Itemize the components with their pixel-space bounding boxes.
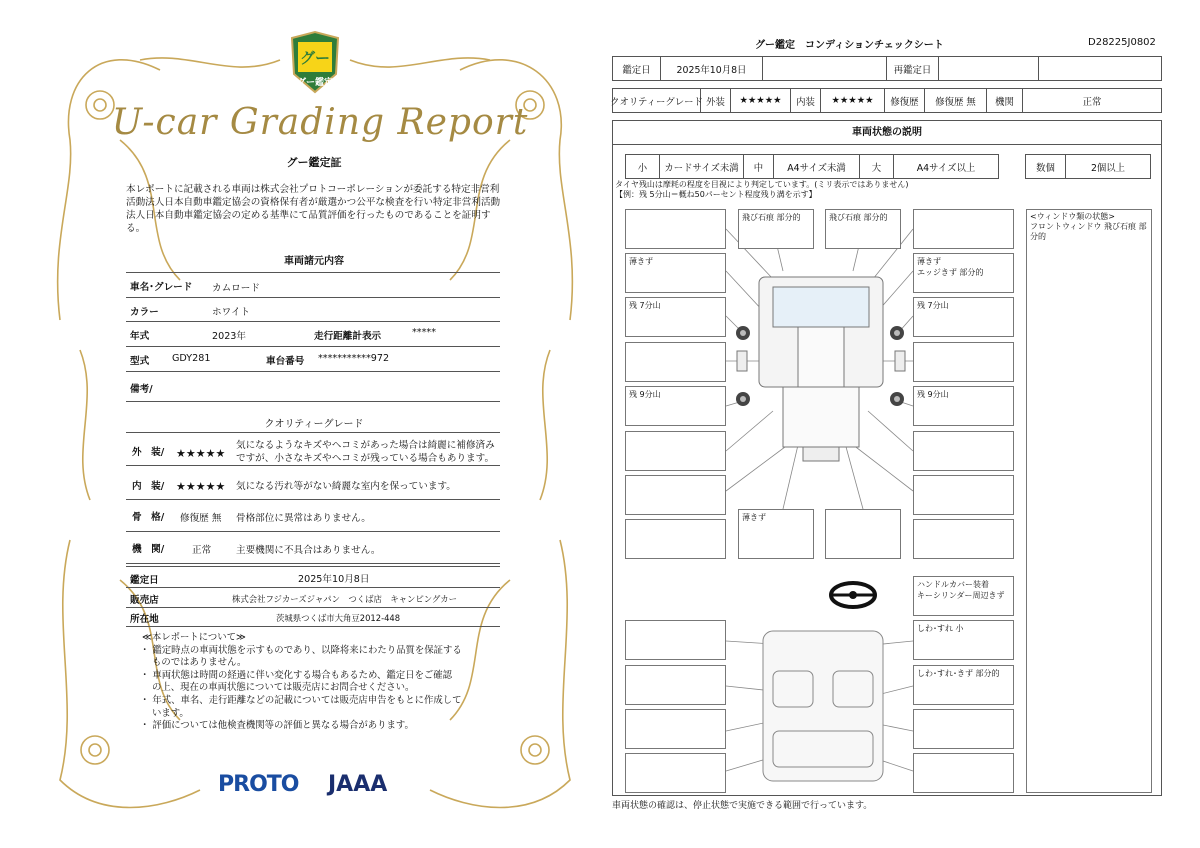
note-text: 飛び石痕 部分的 xyxy=(742,213,801,222)
grade-summary-table xyxy=(612,88,1162,113)
exterior-desc-1: 気になるようなキズやヘコミがあった場合は綺麗に補修済み xyxy=(236,440,495,451)
note-2: ・ 車両状態は時間の経過に伴い変化する場合もあるため、鑑定日をご確認 xyxy=(140,669,452,681)
condition-section-title: 車両状態の説明 xyxy=(613,121,1161,145)
reinspect-label: 再鑑定日 xyxy=(887,57,939,80)
chassis-value: ***********972 xyxy=(318,353,390,364)
note-text: 薄きず xyxy=(742,513,766,522)
note-2-cont: の上、現在の車両状態については販売店にお問合せください。 xyxy=(152,682,415,694)
note-text: エッジきず 部分的 xyxy=(917,268,984,277)
window-heading: <ウィンドウ類の状態> xyxy=(1030,212,1115,221)
exterior-stars: ★★★★★ xyxy=(176,447,226,460)
spec-row-color xyxy=(126,298,500,322)
report-script-title: U-car Grading Report xyxy=(111,102,529,143)
window-value: フロントウィンドウ 飛び石痕 部分的 xyxy=(1030,222,1147,241)
info-row-address xyxy=(126,608,500,627)
sheet-footer: 車両状態の確認は、停止状態で実施できる範囲で行っています。 xyxy=(612,801,873,811)
zone-box xyxy=(625,753,726,793)
zone-box xyxy=(913,576,1014,616)
zone-box xyxy=(625,209,726,249)
note-text: しわ･すれ 小 xyxy=(917,624,964,633)
name-value: カムロード xyxy=(212,283,260,294)
grade-row-frame xyxy=(126,500,500,532)
spec-row-model xyxy=(126,347,500,372)
zone-box xyxy=(913,209,1014,249)
zone-box xyxy=(738,209,814,249)
note-text: ハンドルカバー装着 xyxy=(917,580,989,589)
note-text: 残 9分山 xyxy=(629,390,661,399)
frame-label: 骨 格/ xyxy=(132,512,165,523)
legend-large-desc: A4サイズ以上 xyxy=(916,162,976,174)
zone-box xyxy=(625,620,726,660)
note-3-cont: います。 xyxy=(152,707,189,719)
spec-row-year xyxy=(126,322,500,347)
date-label: 鑑定日 xyxy=(613,57,661,80)
zone-box xyxy=(913,753,1014,793)
legend-count-desc: 2個以上 xyxy=(1090,162,1126,174)
note-1: ・ 鑑定時点の車両状態を示すものであり、以降将来にわたり品質を保証する xyxy=(140,644,462,656)
exterior-label: 外 装/ xyxy=(132,447,165,458)
goo-kantei-emblem xyxy=(288,30,342,96)
grading-report-page xyxy=(40,20,588,830)
shop-value: 株式会社フジカーズジャパン つくば店 キャンピングカー xyxy=(232,594,458,604)
legend-count: 数個 xyxy=(1026,155,1066,178)
grade-row-engine xyxy=(126,532,500,564)
quality-grade-title: クオリティーグレード xyxy=(264,419,364,430)
note-text: 残 9分山 xyxy=(917,390,949,399)
engine-label: 機 関/ xyxy=(132,544,165,555)
qg-label: クオリティーグレード xyxy=(613,89,701,112)
note-text: 飛び石痕 部分的 xyxy=(829,213,888,222)
model-label: 型式 xyxy=(130,356,150,367)
condition-check-sheet xyxy=(610,30,1166,810)
zone-box xyxy=(825,209,901,249)
certificate-body: 本レポートに記載される車両は株式会社プロトコーポレーションが委託する特定非営利活動法人日本自動車鑑定協会の資格保有者が厳選かつ公平な検査を行い特定非営利活動法人日本自動車鑑定協会の定める基準にて品質評価を行ったものであることを証明する。 xyxy=(126,184,501,234)
mileage-label: 走行距離計表示 xyxy=(314,331,382,342)
engine-value: 正常 xyxy=(1082,96,1102,108)
int-stars: ★★★★★ xyxy=(821,89,885,112)
zone-box xyxy=(913,620,1014,660)
zone-box xyxy=(625,386,726,426)
interior-label: 内 装/ xyxy=(132,481,165,492)
zone-box xyxy=(913,253,1014,293)
frame-value: 修復歴 無 xyxy=(180,513,222,524)
info-row-shop xyxy=(126,588,500,608)
inspection-date-table xyxy=(612,56,1162,81)
zone-box xyxy=(913,709,1014,749)
jaaa-logo: JAAA xyxy=(328,772,388,797)
zone-box xyxy=(625,297,726,337)
mileage-value: ***** xyxy=(412,327,436,338)
certificate-title: グー鑑定証 xyxy=(286,156,342,169)
note-4: ・ 評価については他検査機関等の評価と異なる場合があります。 xyxy=(140,720,414,732)
zone-box xyxy=(913,342,1014,382)
note-text: キーシリンダー周辺きず xyxy=(917,591,1005,600)
engine-label: 機関 xyxy=(987,89,1023,112)
shop-label: 販売店 xyxy=(130,595,159,606)
empty-cell xyxy=(763,57,887,80)
legend-large: 大 xyxy=(860,155,894,178)
tire-note-2: 【例：残 5分山＝概ね50パーセント程度残り溝を示す】 xyxy=(615,190,817,199)
zone-box xyxy=(913,386,1014,426)
ext-stars: ★★★★★ xyxy=(731,89,791,112)
zone-box xyxy=(913,297,1014,337)
footer-logos xyxy=(218,772,418,802)
info-row-date xyxy=(126,566,500,588)
notes-heading: ≪本レポートについて≫ xyxy=(142,632,246,643)
zone-box xyxy=(625,431,726,471)
zone-box xyxy=(625,519,726,559)
frame-desc: 骨格部位に異常はありません。 xyxy=(236,513,371,524)
window-condition-panel xyxy=(1026,209,1152,793)
spec-row-name xyxy=(126,272,500,298)
note-1-cont: ものではありません。 xyxy=(152,657,247,669)
steering-wheel-icon xyxy=(831,583,875,607)
report-notes xyxy=(140,632,510,733)
zone-box xyxy=(913,665,1014,705)
note-text: 薄きず xyxy=(917,257,941,266)
vehicle-condition-frame xyxy=(612,120,1162,796)
year-label: 年式 xyxy=(130,331,150,342)
legend-small-desc: カードサイズ未満 xyxy=(660,155,744,178)
zone-box xyxy=(625,475,726,515)
spec-row-remarks xyxy=(126,372,500,402)
remarks-label: 備考/ xyxy=(130,384,153,395)
zone-box xyxy=(913,431,1014,471)
zone-box xyxy=(913,519,1014,559)
repair-value: 修復歴 無 xyxy=(925,89,987,112)
zone-box xyxy=(625,342,726,382)
zone-box xyxy=(625,253,726,293)
zone-box xyxy=(625,709,726,749)
interior-desc: 気になる汚れ等がない綺麗な室内を保っています。 xyxy=(236,481,456,492)
color-value: ホワイト xyxy=(212,307,251,318)
proto-logo: PROTO xyxy=(218,772,299,797)
year-value: 2023年 xyxy=(212,331,247,342)
tire-note-1: タイヤ残山は摩耗の程度を目視により判定しています。(ミリ表示ではありません) xyxy=(615,180,909,189)
note-text: 薄きず xyxy=(629,257,653,266)
model-value: GDY281 xyxy=(172,353,211,364)
chassis-label: 車台番号 xyxy=(266,356,305,367)
color-label: カラー xyxy=(130,307,159,318)
sheet-title: グー鑑定 コンディションチェックシート xyxy=(755,40,944,51)
svg-text:グー: グー xyxy=(299,49,331,67)
exterior-desc-2: ですが、小さなキズやヘコミが残っている場合もあります。 xyxy=(236,453,495,464)
inspection-date-value: 2025年10月8日 xyxy=(298,574,370,585)
address-value: 茨城県つくば市大角豆2012-448 xyxy=(276,613,401,623)
document-id: D28225J0802 xyxy=(1088,37,1156,48)
ext-label: 外装 xyxy=(701,89,731,112)
zone-box xyxy=(625,665,726,705)
zone-box xyxy=(738,509,814,559)
address-label: 所在地 xyxy=(130,614,159,625)
date-value: 2025年10月8日 xyxy=(661,57,763,80)
svg-text:グー鑑定: グー鑑定 xyxy=(296,78,334,88)
interior-stars: ★★★★★ xyxy=(176,480,226,493)
repair-label: 修復歴 xyxy=(885,89,925,112)
legend-mid-desc: A4サイズ未満 xyxy=(774,155,860,178)
engine-value: 正常 xyxy=(192,545,212,556)
note-3: ・ 年式、車名、走行距離などの記載については販売店申告をもとに作成して xyxy=(140,694,462,706)
note-text: 残 7分山 xyxy=(917,301,949,310)
note-text: 残 7分山 xyxy=(629,301,661,310)
grade-row-interior xyxy=(126,466,500,500)
legend-mid: 中 xyxy=(744,155,774,178)
inspection-date-label: 鑑定日 xyxy=(130,575,159,586)
grade-row-exterior xyxy=(126,432,500,466)
int-label: 内装 xyxy=(791,89,821,112)
name-label: 車名･グレード xyxy=(130,282,193,293)
engine-desc: 主要機関に不具合はありません。 xyxy=(236,545,381,556)
note-text: しわ･すれ･きず 部分的 xyxy=(917,669,1000,678)
zone-box xyxy=(825,509,901,559)
empty-cell xyxy=(1039,57,1161,80)
reinspect-value xyxy=(939,57,1039,80)
zone-box xyxy=(913,475,1014,515)
legend-small: 小 xyxy=(626,155,660,178)
spec-section-title: 車両諸元内容 xyxy=(284,256,344,267)
